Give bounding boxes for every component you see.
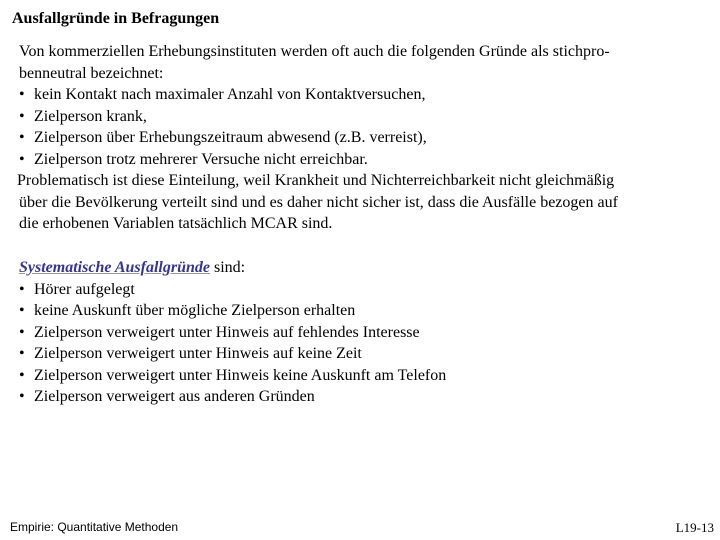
section-heading: [19, 257, 709, 279]
bullet: •: [19, 302, 25, 319]
list-item: [19, 300, 709, 322]
intro-text: [19, 41, 709, 235]
bullet: •: [19, 107, 25, 125]
list-item-text: Zielperson trotz mehrerer Versuche nicht erreichbar.: [34, 150, 368, 168]
text-line: die erhobenen Variablen tatsächlich MCAR sind.: [19, 215, 333, 232]
bullet: •: [19, 323, 25, 341]
list-item: [19, 365, 709, 387]
text-line: benneutral bezeichnet:: [19, 64, 164, 82]
list-item: [19, 127, 709, 149]
systematic-reasons: [19, 257, 709, 408]
list-item: [19, 343, 709, 365]
systematic-reasons-link[interactable]: Systematische Ausfallgründe: [19, 259, 210, 276]
list-item-text: Zielperson verweigert unter Hinweis auf fehlendes Interesse: [34, 323, 420, 341]
list-item: [19, 106, 709, 128]
list-item-text: Zielperson krank,: [34, 107, 147, 125]
text-line: Problematisch ist diese Einteilung, weil Krankheit und Nichterreichbarkeit nicht gleichmäßig: [17, 172, 615, 189]
bullet: •: [19, 280, 25, 298]
bullet: •: [19, 345, 25, 362]
list-item-text: Hörer aufgelegt: [34, 280, 135, 298]
slide-title: Ausfallgründe in Befragungen: [12, 10, 220, 27]
bullet: •: [19, 129, 25, 146]
list-item-text: Zielperson über Erhebungszeitraum abwesend (z.B. verreist),: [34, 129, 427, 146]
list-item-text: keine Auskunft über mögliche Zielperson erhalten: [34, 302, 356, 319]
list-item: [19, 386, 709, 408]
bullet: •: [19, 86, 25, 103]
bullet: •: [19, 150, 25, 168]
list-item: [19, 322, 709, 344]
list-item-text: Zielperson verweigert aus anderen Gründen: [34, 388, 315, 405]
list-item-text: Zielperson verweigert unter Hinweis auf keine Zeit: [34, 345, 362, 362]
list-item: [19, 279, 709, 301]
footer-course: Empirie: Quantitative Methoden: [10, 520, 179, 534]
text-line: über die Bevölkerung verteilt sind und es daher nicht sicher ist, dass die Ausfälle bezogen auf: [19, 193, 618, 211]
list-item: [19, 84, 709, 106]
list-item-text: kein Kontakt nach maximaler Anzahl von Kontaktversuchen,: [34, 86, 426, 103]
footer-slide-number: L19-13: [675, 520, 714, 535]
list-item-text: Zielperson verweigert unter Hinweis keine Auskunft am Telefon: [34, 366, 447, 384]
heading-rest: sind:: [209, 259, 246, 276]
bullet: •: [19, 366, 25, 384]
bullet: •: [19, 388, 25, 405]
list-item: [19, 149, 709, 171]
text-line: Von kommerziellen Erhebungsinstituten werden oft auch die folgenden Gründe als stichpro-: [19, 43, 610, 60]
